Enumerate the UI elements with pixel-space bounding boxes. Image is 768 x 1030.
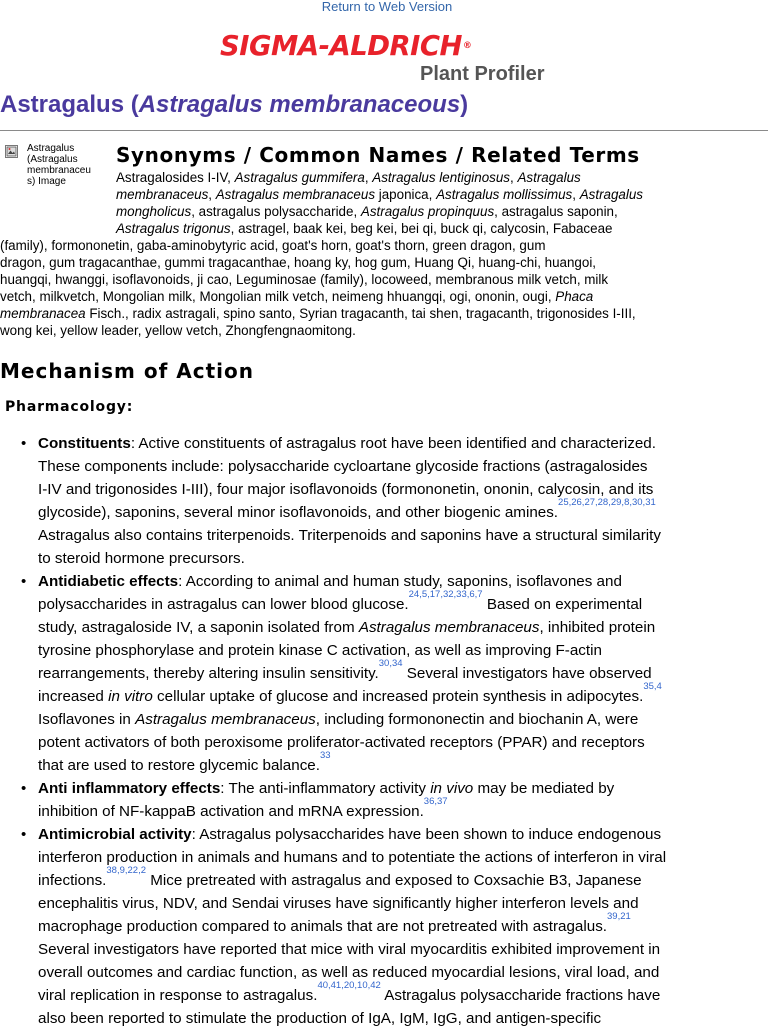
bullet-text: viral replication in response to astragalus. <box>38 987 318 1004</box>
bullet-text: potent activators of both peroxisome proliferator-activated receptors (PPAR) and receptors <box>38 734 645 751</box>
bullet-term: Constituents <box>38 435 131 452</box>
synonyms-line <box>0 237 768 254</box>
synonyms-line <box>0 169 768 186</box>
bullet-text: infections. <box>38 872 107 889</box>
synonym-text: japonica, <box>375 187 437 202</box>
synonym-text: huangqi, hwanggi, isoflavonoids, ji cao, Leguminosae (family), locoweed, membranous milk vetch, milk <box>0 272 609 287</box>
bullet-text: may be mediated by <box>473 780 615 797</box>
bullet-item-line <box>0 455 768 478</box>
synonym-text: Astragalosides I-IV, <box>116 170 235 185</box>
bullet-dot-icon: • <box>21 780 27 797</box>
bullet-item-line <box>0 980 768 1007</box>
reference-superscript <box>378 658 403 675</box>
logo-text: SIGMA-ALDRICH <box>220 29 462 62</box>
bullet-item-start <box>0 570 768 593</box>
bullet-text: Several investigators have reported that mice with viral myocarditis exhibited improvement in <box>38 941 661 958</box>
synonym-text: , <box>572 187 580 202</box>
sigma-aldrich-logo <box>220 31 558 61</box>
bullet-text: Mice pretreated with astragalus and exposed to Coxsachie B3, Japanese <box>146 872 642 889</box>
synonyms-line <box>0 220 768 237</box>
bullet-text: : According to animal and human study, saponins, isoflavones and <box>178 573 622 590</box>
reference-citation-link[interactable]: 25,26,27,28,29,8,30,31 <box>558 497 656 508</box>
bullet-text: overall outcomes and cardiac function, as well as reduced myocardial lesions, viral load, and <box>38 964 660 981</box>
synonyms-line <box>0 305 768 322</box>
reference-superscript <box>408 589 483 606</box>
title-close: ) <box>460 91 469 118</box>
bullet-text: rearrangements, thereby altering insulin sensitivity. <box>38 665 379 682</box>
synonyms-line <box>0 288 768 305</box>
synonym-text: , <box>364 170 373 185</box>
bullet-text: These components include: polysaccharide cycloartane glycoside fractions (astragalosides <box>38 458 648 475</box>
pharmacology-bullet-list <box>0 432 768 1030</box>
bullet-text: macrophage production compared to animals that are not pretreated with astragalus. <box>38 918 608 935</box>
bullet-item-line <box>0 1007 768 1030</box>
synonym-text: , <box>510 170 518 185</box>
bullet-text: also been reported to stimulate the production of IgA, IgM, IgG, and antigen-specific <box>38 1010 602 1027</box>
reference-citation-link[interactable]: 30,34 <box>378 658 403 669</box>
reference-superscript <box>319 750 331 767</box>
synonyms-heading: Synonyms / Common Names / Related Terms <box>116 143 640 167</box>
bullet-term: Antidiabetic effects <box>38 573 179 590</box>
bullet-item-line <box>0 547 768 570</box>
reference-citation-link[interactable]: 24,5,17,32,33,6,7 <box>408 589 483 600</box>
bullet-text: encephalitis virus, NDV, and Sendai viruses have significantly higher interferon levels and <box>38 895 639 912</box>
bullet-text: : The anti-inflammatory activity <box>220 780 431 797</box>
synonyms-line <box>0 271 768 288</box>
bullet-item-start <box>0 432 768 455</box>
synonym-latin-name: membranacea <box>0 306 86 321</box>
bullet-item-line <box>0 892 768 915</box>
bullet-dot-icon: • <box>21 826 27 843</box>
synonym-latin-name: Phaca <box>555 289 594 304</box>
bullet-item-line <box>0 708 768 731</box>
bullet-text: , including formononectin and biochanin A, were <box>315 711 639 728</box>
synonym-text: Fisch., radix astragali, spino santo, Syrian tragacanth, tai shen, tragacanth, trigonosides I-III, <box>85 306 636 321</box>
reference-superscript <box>317 980 381 997</box>
synonym-text: (family), formononetin, gaba-aminobytyric acid, goat's horn, goat's thorn, green dragon, gum <box>0 238 546 253</box>
bullet-text: inhibition of NF-kappaB activation and mRNA expression. <box>38 803 424 820</box>
bullet-text: , inhibited protein <box>539 619 656 636</box>
bullet-text: I-IV and trigonosides I-III), four major isoflavonoids (formononetin, ononin, calycosin, and its <box>38 481 654 498</box>
reference-citation-link[interactable]: 38,9,22,2 <box>106 865 147 876</box>
synonym-text: wong kei, yellow leader, yellow vetch, Zhongfengnaomitong. <box>0 323 356 338</box>
reference-superscript <box>423 796 448 813</box>
bullet-text: : Astragalus polysaccharides have been shown to induce endogenous <box>191 826 662 843</box>
bullet-text: Based on experimental <box>482 596 643 613</box>
synonyms-line <box>0 322 768 339</box>
synonym-text: dragon, gum tragacanthae, gummi tragacanthae, hoang ky, hog gum, Huang Qi, huang-chi, huangoi, <box>0 255 597 270</box>
synonym-latin-name: Astragalus gummifera <box>234 170 365 185</box>
bullet-dot-icon: • <box>21 435 27 452</box>
title-common-name: Astragalus ( <box>0 91 139 118</box>
reference-superscript <box>643 681 662 698</box>
bullet-item-start <box>0 823 768 846</box>
broken-image-icon <box>5 145 18 158</box>
mechanism-heading: Mechanism of Action <box>0 359 254 383</box>
bullet-item-line <box>0 911 768 938</box>
synonyms-line <box>0 203 768 220</box>
bullet-dot-icon: • <box>21 573 27 590</box>
synonyms-line <box>0 186 768 203</box>
synonym-text: , astragalus polysaccharide, <box>191 204 361 219</box>
bullet-item-line <box>0 524 768 547</box>
synonyms-line <box>0 254 768 271</box>
synonym-latin-name: Astragalus propinquus <box>360 204 495 219</box>
reference-superscript <box>607 911 631 928</box>
reference-citation-link[interactable]: 36,37 <box>423 796 448 807</box>
synonym-latin-name: Astragalus lentiginosus <box>372 170 511 185</box>
bullet-text: interferon production in animals and humans and to potentiate the actions of interferon in viral <box>38 849 667 866</box>
bullet-term: Antimicrobial activity <box>38 826 192 843</box>
logo-registered-mark: ® <box>462 41 472 51</box>
bullet-item-line <box>0 731 768 754</box>
bullet-text: Astragalus polysaccharide fractions have <box>380 987 661 1004</box>
plant-profiler-subtitle: Plant Profiler <box>420 63 545 85</box>
return-to-web-version-link[interactable]: Return to Web Version <box>321 0 453 14</box>
bullet-item-line <box>0 796 768 823</box>
synonym-text: , astragel, baak kei, beg kei, bei qi, buck qi, calycosin, Fabaceae <box>230 221 613 236</box>
image-alt-line: membranaceu <box>27 165 91 176</box>
bullet-item-line <box>0 750 768 777</box>
bullet-item-line <box>0 938 768 961</box>
bullet-item-start <box>0 777 768 800</box>
bullet-item-line <box>0 961 768 984</box>
bullet-text: glycoside), saponins, several minor isoflavonoids, and other biogenic amines. <box>38 504 559 521</box>
reference-citation-link[interactable]: 39,21 <box>607 911 631 922</box>
synonym-latin-name: Astragalus trigonus <box>116 221 231 236</box>
italic-term: Astragalus membranaceus <box>358 619 540 636</box>
synonym-latin-name: Astragalus membranaceus <box>215 187 376 202</box>
reference-superscript <box>558 497 656 514</box>
bullet-item-line <box>0 589 768 616</box>
bullet-item-line <box>0 865 768 892</box>
reference-citation-link[interactable]: 35,4 <box>643 681 662 692</box>
bullet-text: to steroid hormone precursors. <box>38 550 245 567</box>
image-alt-line: (Astragalus <box>27 154 78 165</box>
bullet-text: study, astragaloside IV, a saponin isolated from <box>38 619 359 636</box>
image-alt-line: s) Image <box>27 176 66 187</box>
pharmacology-subheading: Pharmacology: <box>5 399 134 415</box>
synonym-text: , <box>208 187 216 202</box>
bullet-term: Anti inflammatory effects <box>38 780 221 797</box>
synonyms-text <box>0 169 768 339</box>
bullet-item-line <box>0 616 768 639</box>
synonym-latin-name: membranaceus <box>116 187 209 202</box>
bullet-text: increased <box>38 688 109 705</box>
bullet-item-line <box>0 497 768 524</box>
bullet-text: polysaccharides in astragalus can lower blood glucose. <box>38 596 409 613</box>
reference-citation-link[interactable]: 40,41,20,10,42 <box>317 980 381 991</box>
title-latin-name: Astragalus membranaceous <box>138 91 461 118</box>
bullet-text: : Active constituents of astragalus root have been identified and characterized. <box>130 435 656 452</box>
synonym-latin-name: Astragalus mollissimus <box>436 187 573 202</box>
image-alt-line: Astragalus <box>27 143 75 154</box>
bullet-text: tyrosine phosphorylase and protein kinase C activation, as well as improving F-actin <box>38 642 602 659</box>
bullet-text: that are used to restore glycemic balance. <box>38 757 320 774</box>
bullet-text: Several investigators have observed <box>402 665 652 682</box>
synonym-text: vetch, milkvetch, Mongolian milk, Mongolian milk vetch, neimeng hhuangqi, ogi, ononin, ougi, <box>0 289 556 304</box>
reference-superscript <box>106 865 147 882</box>
italic-term: in vitro <box>108 688 153 705</box>
synonym-text: , astragalus saponin, <box>494 204 618 219</box>
bullet-text: cellular uptake of glucose and increased protein synthesis in adipocytes. <box>152 688 644 705</box>
bullet-item-line <box>0 681 768 708</box>
synonym-latin-name: Astragalus <box>579 187 643 202</box>
page-title <box>0 91 468 119</box>
synonym-latin-name: Astragalus <box>517 170 581 185</box>
bullet-text: Isoflavones in <box>38 711 136 728</box>
italic-term: in vivo <box>430 780 474 797</box>
reference-citation-link[interactable]: 33 <box>319 750 331 761</box>
synonym-latin-name: mongholicus <box>116 204 192 219</box>
bullet-text: Astragalus also contains triterpenoids. Triterpenoids and saponins have a structural similarity <box>38 527 661 544</box>
italic-term: Astragalus membranaceus <box>135 711 316 728</box>
header-divider <box>0 130 768 131</box>
